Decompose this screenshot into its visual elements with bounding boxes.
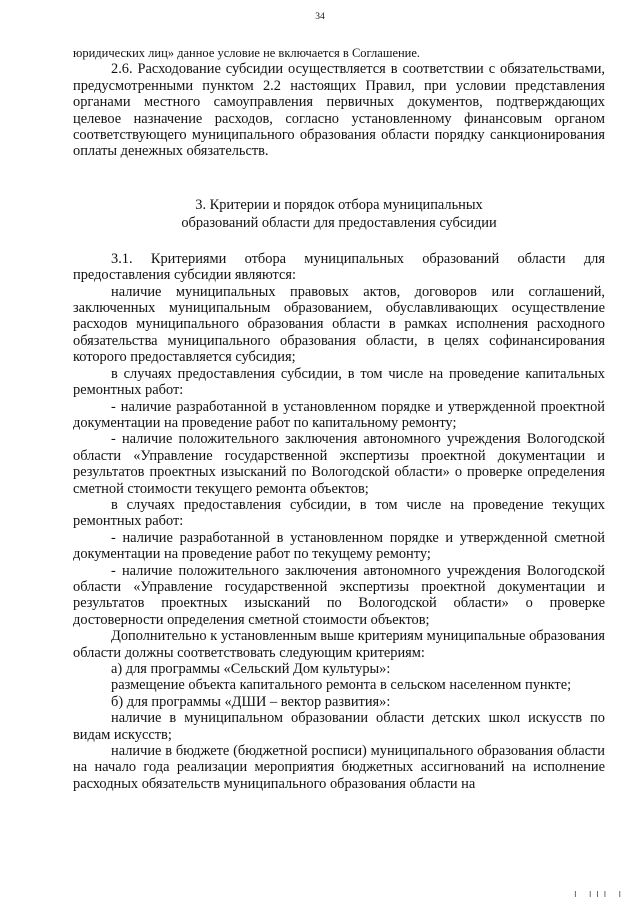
- criterion-paragraph: - наличие разработанной в установленном порядке и утвержденной сметной документации на проведение работ по текущему ремонту;: [73, 529, 605, 563]
- page-number: 34: [315, 12, 325, 22]
- criterion-paragraph: в случаях предоставления субсидии, в том числе на проведение капитальных ремонтных работ:: [73, 365, 605, 399]
- section-heading: [73, 196, 605, 232]
- section-heading-line-2: образований области для предоставления субсидии: [181, 214, 497, 231]
- criterion-paragraph: наличие муниципальных правовых актов, договоров или соглашений, заключенных муниципальным образованием, обуславливающих осуществление расходов муниципального образования области в рамках исполнения расходного обязательства муниципального образования области, в целях софинансирования которого предоставляется субсидия;: [73, 283, 605, 366]
- document-body: [73, 45, 605, 792]
- criterion-paragraph: а) для программы «Сельский Дом культуры»:: [111, 661, 391, 677]
- paragraph-3-1: 3.1. Критериями отбора муниципальных образований области для предоставления субсидии являются:: [73, 250, 605, 284]
- criterion-paragraph: - наличие разработанной в установленном порядке и утвержденной проектной документации на проведение работ по капитальному ремонту;: [73, 398, 605, 431]
- section-heading-line-1: 3. Критерии и порядок отбора муниципальных: [195, 196, 483, 213]
- criterion-paragraph: - наличие положительного заключения автономного учреждения Вологодской области «Управление государственной экспертизы проектной документации и результатов проектных изысканий по Вологодской области» о проверке достоверности определения сметной стоимости объектов;: [73, 562, 605, 628]
- paragraph-2-6: 2.6. Расходование субсидии осуществляется в соответствии с обязательствами, предусмотренными пунктом 2.2 настоящих Правил, при условии представления органами местного самоуправления первичных документов, подтверждающих целевое назначение расходов, согласно установленному финансовым органом соответствующего муниципального образования области порядку санкционирования оплаты денежных обязательств.: [73, 61, 605, 160]
- criterion-paragraph: наличие в муниципальном образовании области детских школ искусств по видам искусств;: [73, 710, 605, 743]
- scan-marks: I III I: [574, 890, 626, 899]
- criterion-paragraph: - наличие положительного заключения автономного учреждения Вологодской области «Управление государственной экспертизы проектной документации и результатов проектных изысканий по Вологодской области» о проверке определения сметной стоимости текущего ремонта объектов;: [73, 431, 605, 497]
- criterion-paragraph: в случаях предоставления субсидии, в том числе на проведение текущих ремонтных работ:: [73, 496, 605, 530]
- criterion-paragraph: б) для программы «ДШИ – вектор развития»:: [111, 693, 391, 710]
- criterion-paragraph: размещение объекта капитального ремонта в сельском населенном пункте;: [111, 677, 572, 694]
- criterion-paragraph: наличие в бюджете (бюджетной росписи) муниципального образования области на начало года реализации мероприятия бюджетных ассигнований на исполнение расходных обязательств муниципального образования области на: [73, 743, 605, 792]
- criterion-paragraph: Дополнительно к установленным выше критериям муниципальные образования области должны соответствовать следующим критериям:: [73, 628, 605, 661]
- paragraph-continuation: юридических лиц» данное условие не включается в Соглашение.: [73, 46, 421, 60]
